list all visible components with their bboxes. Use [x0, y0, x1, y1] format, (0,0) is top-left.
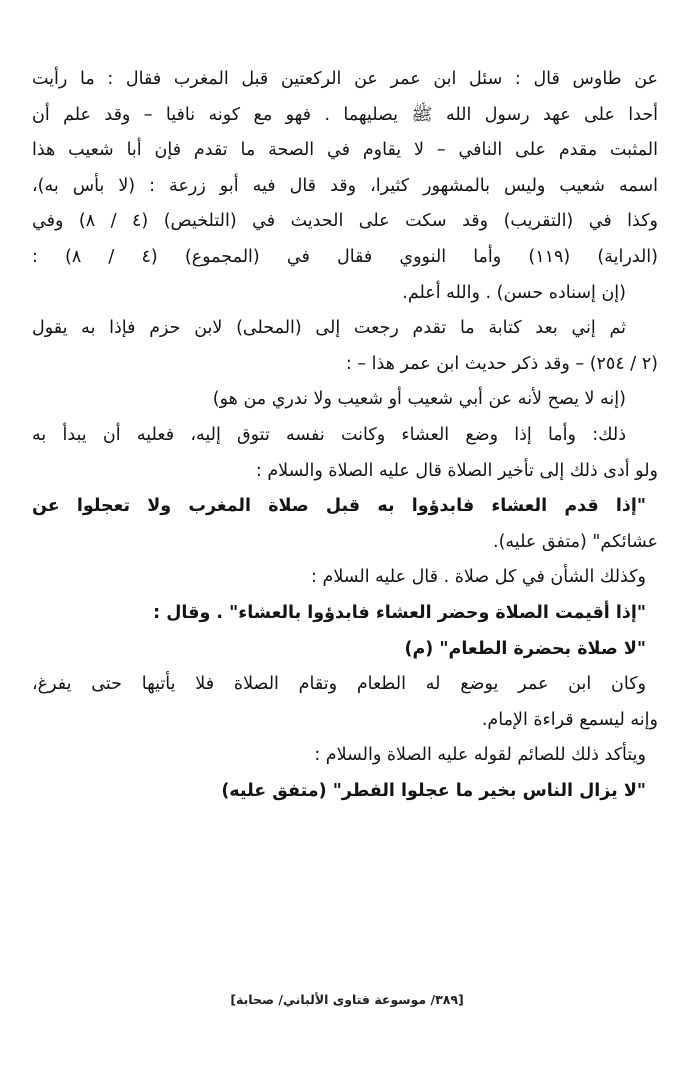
text-line: عشائكم" (متفق عليه). [493, 531, 658, 552]
page-body [32, 62, 658, 809]
text-line: ولو أدى ذلك إلى تأخير الصلاة قال عليه الصلاة والسلام : [255, 460, 658, 481]
text-line: ثم إني بعد كتابة ما تقدم رجعت إلى (المحلى) لابن حزم فإذا به يقول [32, 318, 626, 339]
hadith-quote-line: "لا يزال الناس بخير ما عجلوا الفطر" (متفق عليه) [221, 780, 646, 801]
text-line: (إنه لا يصح لأنه عن أبي شعيب أو شعيب ولا ندري من هو) [212, 389, 626, 410]
text-line: وكان ابن عمر يوضع له الطعام وتقام الصلاة فلا يأتيها حتى يفرغ، [32, 674, 646, 695]
hadith-quote-line: "لا صلاة بحضرة الطعام" (م) [404, 638, 646, 659]
text-line: (الدراية) (١١٩) وأما النووي فقال في (المجموع) (٤ / ٨) : [32, 246, 658, 267]
text-line: (٢ / ٢٥٤) – وقد ذكر حديث ابن عمر هذا – : [345, 353, 658, 374]
text-line: (إن إسناده حسن) . والله أعلم. [402, 282, 626, 303]
text-line: اسمه شعيب وليس بالمشهور كثيرا، وقد قال فيه أبو زرعة : (لا بأس به)، [32, 175, 658, 196]
text-line: وإنه ليسمع قراءة الإمام. [481, 709, 658, 730]
hadith-quote-line: "إذا قدم العشاء فابدؤوا به قبل صلاة المغرب ولا تعجلوا عن [32, 496, 646, 517]
text-line: وكذلك الشأن في كل صلاة . قال عليه السلام : [311, 567, 646, 588]
text-line: ويتأكد ذلك للصائم لقوله عليه الصلاة والسلام : [314, 745, 646, 766]
text-line: المثبت مقدم على النافي – لا يقاوم في الصحة ما تقدم فإن أبا شعيب هذا [32, 140, 658, 161]
text-line: ذلك: وأما إذا وضع العشاء وكانت نفسه تتوق إليه، فعليه أن يبدأ به [32, 424, 626, 445]
hadith-quote-line: "إذا أقيمت الصلاة وحضر العشاء فابدؤوا بالعشاء" . وقال : [153, 602, 646, 623]
text-line: وكذا في (التقريب) وقد سكت على الحديث في (التلخيص) (٤ / ٨) وفي [32, 211, 658, 232]
page-footer: [٣٨٩/ موسوعة فتاوى الألباني/ صحابة] [230, 992, 464, 1007]
text-line: عن طاوس قال : سئل ابن عمر عن الركعتين قبل المغرب فقال : ما رأيت [32, 69, 658, 89]
text-line: أحدا على عهد رسول الله ﷺ يصليهما . فهو مع كونه نافيا – وقد علم أن [32, 104, 658, 125]
